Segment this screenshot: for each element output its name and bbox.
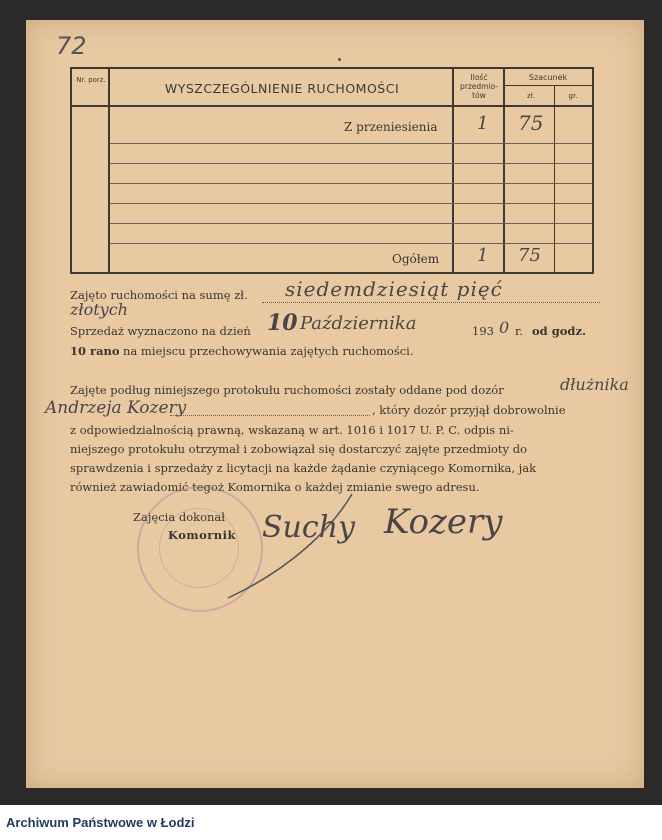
- table-divider: [504, 85, 592, 86]
- carry-over-label: Z przeniesienia: [344, 120, 438, 134]
- bailiff-label: Komornik: [168, 528, 237, 542]
- sum-label: Zajęto ruchomości na sumę zł.: [70, 288, 248, 302]
- custody-text-line4: niejszego protokułu otrzymał i zobowiązał się dostarczyć zajęte przedmioty do: [70, 442, 527, 456]
- col-title-header: WYSZCZEGÓLNIENIE RUCHOMOŚCI: [164, 81, 400, 96]
- custody-text-line3: z odpowiedzialnością prawną, wskazaną w art. 1016 i 1017 U. P. C. odpis ni-: [70, 423, 514, 437]
- total-amount: 75: [518, 245, 541, 266]
- seizure-performed-label: Zajęcia dokonał: [133, 510, 226, 524]
- handwritten-sum-currency: złotych: [70, 300, 128, 319]
- inventory-table: [70, 67, 594, 274]
- sale-date-label: Sprzedaż wyznaczono na dzień: [70, 324, 251, 338]
- dotted-fill-line: [262, 302, 600, 303]
- pencil-page-number: 72: [56, 32, 87, 60]
- handwritten-custodian-name: Andrzeja Kozery: [45, 398, 187, 418]
- handwritten-sale-year: 0: [499, 318, 510, 337]
- punch-dot: [338, 58, 341, 61]
- handwritten-sale-month: Października: [300, 313, 417, 334]
- table-row-line: [110, 243, 592, 244]
- col-nr-header: Nr. porz.: [76, 76, 106, 84]
- handwritten-sale-day: 10: [267, 310, 298, 336]
- signature-flourish: [222, 488, 362, 604]
- table-divider: [452, 69, 454, 272]
- table-row-line: [110, 143, 592, 144]
- custodian-signature: Kozery: [384, 502, 503, 542]
- total-quantity: 1: [477, 245, 489, 266]
- sale-year-suffix: r.: [515, 324, 523, 338]
- table-row-line: [110, 163, 592, 164]
- table-row-line: [110, 203, 592, 204]
- col-zl-header: zł.: [527, 92, 535, 100]
- table-row-line: [110, 183, 592, 184]
- table-row-line: [110, 223, 592, 224]
- col-quantity-header: Ilość przedmio- tów: [460, 73, 498, 100]
- custody-text-line6: również zawiadomić tegoż Komornika o każdej zmianie swego adresu.: [70, 480, 480, 494]
- col-gr-header: gr.: [568, 92, 578, 100]
- custody-text-line2: , który dozór przyjął dobrowolnie: [372, 403, 566, 417]
- table-header-border: [72, 105, 592, 107]
- bailiff-signature: Suchy: [262, 510, 355, 545]
- sale-hour-label: od godz.: [532, 324, 587, 338]
- archive-name: Archiwum Państwowe w Łodzi: [6, 815, 195, 830]
- custody-text-line1: Zajęte podług niniejszego protokułu ruchomości zostały oddane pod dozór: [70, 383, 504, 397]
- custody-text-line5: sprawdzenia i sprzedaży z licytacji na każde żądanie czyniącego Komornika, jak: [70, 461, 537, 475]
- sale-hour: 10 rano: [70, 344, 120, 358]
- col-valuation-header: Szacunek: [528, 73, 568, 82]
- sale-year-prefix: 193: [472, 324, 494, 338]
- handwritten-sum: siedemdziesiąt pięć: [285, 277, 503, 301]
- carry-over-amount: 75: [518, 111, 544, 135]
- table-divider: [503, 69, 505, 272]
- carry-over-quantity: 1: [477, 113, 489, 134]
- dotted-fill-line: [170, 415, 370, 416]
- archive-footer-bar: [0, 805, 662, 840]
- table-divider: [108, 69, 110, 272]
- sale-place-text: na miejscu przechowywania zajętych ruchomości.: [123, 344, 414, 358]
- total-label: Ogółem: [392, 252, 440, 266]
- handwritten-custodian-role: dłużnika: [560, 375, 629, 394]
